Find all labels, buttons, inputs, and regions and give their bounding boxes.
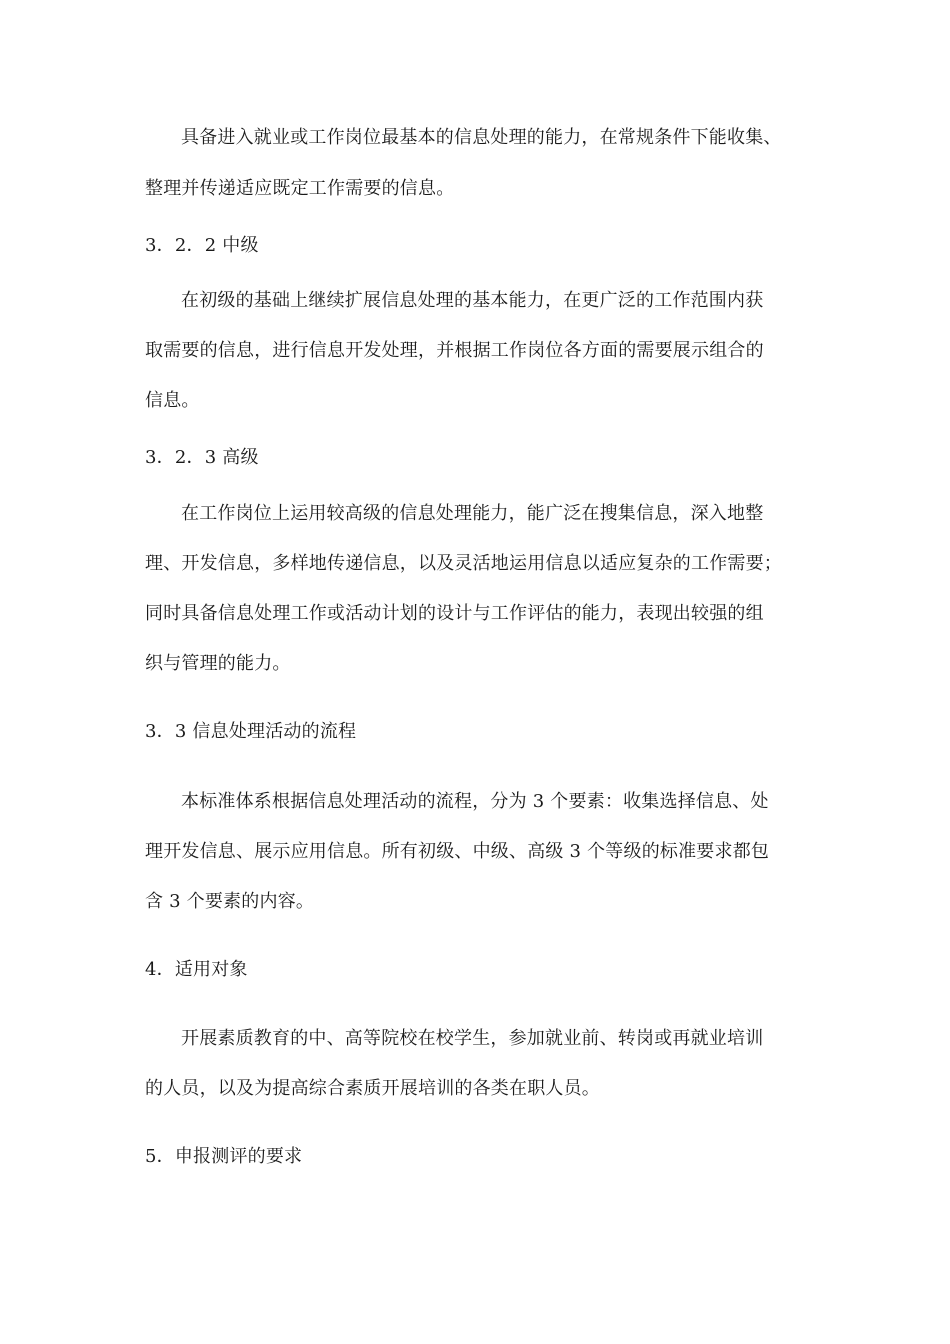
paragraph-line: 的人员，以及为提高综合素质开展培训的各类在职人员。 xyxy=(145,1078,600,1099)
paragraph-line: 理开发信息、展示应用信息。所有初级、中级、高级 3 个等级的标准要求都包 xyxy=(145,841,770,862)
section-heading: 4．适用对象 xyxy=(145,959,248,980)
paragraph-line: 理、开发信息，多样地传递信息，以及灵活地运用信息以适应复杂的工作需要； xyxy=(145,553,782,574)
section-heading: 3．3 信息处理活动的流程 xyxy=(145,721,357,742)
paragraph-line: 在工作岗位上运用较高级的信息处理能力，能广泛在搜集信息，深入地整 xyxy=(181,503,764,524)
section-heading: 5．申报测评的要求 xyxy=(145,1146,303,1167)
paragraph-line: 整理并传递适应既定工作需要的信息。 xyxy=(145,178,455,199)
paragraph-line: 含 3 个要素的内容。 xyxy=(145,891,315,912)
paragraph-line: 取需要的信息，进行信息开发处理，并根据工作岗位各方面的需要展示组合的 xyxy=(145,340,764,361)
paragraph-line: 信息。 xyxy=(145,390,200,411)
section-heading: 3．2．3 高级 xyxy=(145,447,259,468)
paragraph-line: 本标准体系根据信息处理活动的流程，分为 3 个要素：收集选择信息、处 xyxy=(181,791,769,812)
section-heading: 3．2．2 中级 xyxy=(145,235,259,256)
paragraph-line: 同时具备信息处理工作或活动计划的设计与工作评估的能力，表现出较强的组 xyxy=(145,603,764,624)
paragraph-line: 具备进入就业或工作岗位最基本的信息处理的能力，在常规条件下能收集、 xyxy=(181,127,782,148)
paragraph-line: 织与管理的能力。 xyxy=(145,653,291,674)
paragraph-line: 开展素质教育的中、高等院校在校学生，参加就业前、转岗或再就业培训 xyxy=(181,1028,764,1049)
paragraph-line: 在初级的基础上继续扩展信息处理的基本能力，在更广泛的工作范围内获 xyxy=(181,290,764,311)
